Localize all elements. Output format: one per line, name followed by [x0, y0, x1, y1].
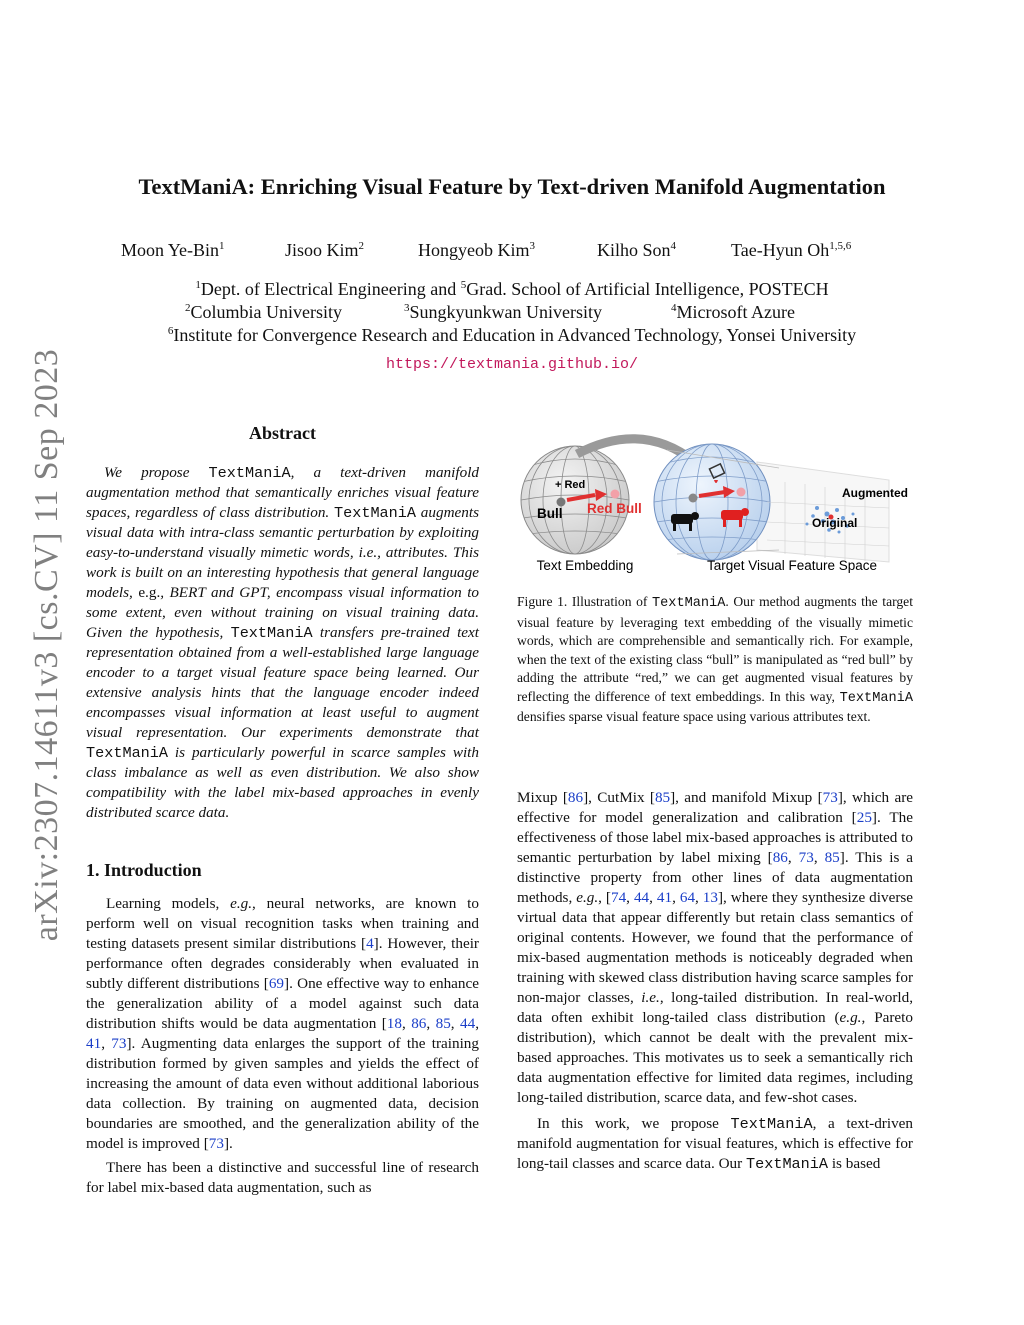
- method-name: TextManiA: [86, 744, 169, 762]
- method-name: TextManiA: [651, 596, 726, 611]
- citation-link[interactable]: 73: [822, 789, 838, 806]
- label-plus-red: + Red: [555, 479, 586, 491]
- affiliation-line-2: [0, 302, 1024, 324]
- visual-feature-sphere: [654, 444, 889, 562]
- citation-link[interactable]: 85: [435, 1015, 451, 1032]
- citation-link[interactable]: 41: [656, 889, 673, 906]
- label-target-visual-feature-space: Target Visual Feature Space: [706, 558, 878, 573]
- citation-link[interactable]: 73: [208, 1135, 224, 1152]
- paragraph: Learning models, e.g., neural networks, are known to perform well on visual recognition tasks when training and testing datasets present similar distributions [4]. However, their performance often degrades considerably when evaluated in subtly different distributions [69]. One effective way to enhance the generalization ability of a model against such data distribution shifts would be data augmentation [18, 86, 85, 44, 41, 73]. Augmenting data enlarges the support of the training distribution formed by given samples and yields the effect of increasing the amount of data even without additional laborious data collection. By training on augmented data, decision boundaries are smoothed, and the generalization ability of the model is improved [73].: [86, 895, 480, 1152]
- citation-link[interactable]: 86: [772, 849, 788, 866]
- citation-link[interactable]: 85: [654, 789, 671, 806]
- citation-link[interactable]: 64: [679, 889, 696, 906]
- project-url[interactable]: https://textmania.github.io/: [385, 356, 639, 373]
- citation-link[interactable]: 41: [86, 1035, 102, 1052]
- intro-body: [86, 894, 479, 1198]
- citation-link[interactable]: 74: [610, 889, 627, 906]
- citation-link[interactable]: 86: [567, 789, 584, 806]
- citation-link[interactable]: 73: [111, 1035, 127, 1052]
- paper-title: TextManiA: Enriching Visual Feature by Text-driven Manifold Augmentation: [138, 174, 886, 199]
- citation-link[interactable]: 25: [856, 809, 872, 826]
- citation-link[interactable]: 73: [798, 849, 814, 866]
- method-name: TextManiA: [839, 690, 913, 706]
- citation-link[interactable]: 13: [702, 889, 718, 906]
- method-name: TextManiA: [745, 1155, 829, 1173]
- label-text-embedding: Text Embedding: [536, 558, 634, 573]
- method-name: TextManiA: [208, 464, 291, 482]
- citation-link[interactable]: 86: [411, 1015, 427, 1032]
- label-augmented: Augmented: [842, 486, 908, 500]
- citation-link[interactable]: 44: [460, 1015, 476, 1032]
- author: Tae-Hyun Oh$^{1,5,6}$: [731, 240, 852, 260]
- paragraph: In this work, we propose TextManiA, a text-driven manifold augmentation for visual features, which is effective for long-tail classes and scarce data. Our TextManiA is based: [517, 1115, 914, 1173]
- abstract-heading: Abstract: [249, 423, 316, 443]
- affiliation-line-3: $^6$Institute for Convergence Research and Education in Advanced Technology, Yonsei University: [167, 325, 857, 345]
- arxiv-id: arXiv:2307.14611v3 [cs.CV] 11 Sep 2023: [28, 348, 65, 942]
- citation-link[interactable]: 85: [824, 849, 840, 866]
- figure-illustration: [517, 422, 913, 582]
- paragraph: There has been a distinctive and successful line of research for label mix-based data augmentation, such as: [86, 1159, 479, 1196]
- citation-link[interactable]: 69: [268, 975, 285, 992]
- author: Moon Ye-Bin$^1$: [121, 240, 225, 260]
- figure-1: [517, 422, 913, 582]
- affiliation: $^3$Sungkyunkwan University: [404, 302, 602, 322]
- citation-link[interactable]: 18: [386, 1015, 402, 1032]
- label-original: Original: [812, 516, 858, 530]
- author: Kilho Son$^4$: [597, 240, 677, 260]
- method-name: TextManiA: [333, 504, 417, 522]
- paragraph: Mixup [86], CutMix [85], and manifold Mixup [73], which are effective for model generalization and calibration [25]. The effectiveness of those label mix-based approaches is attributed to semantic perturbation by label mixing [86, 73, 85]. This is a distinctive property from other lines of data augmentation methods, e.g., [74, 44, 41, 64, 13], where they synthesize diverse virtual data that appear differently but retain class semantics of original contents. However, we found that the performance of mix-based augmentation methods is noticeably degraded when training with skewed class distribution having scarce samples for non-major classes, i.e., long-tailed distribution. In real-world, data often exhibit long-tailed class distribution (e.g., Pareto distribution), which cannot be dealt with the prevalent mix-based approaches. This motivates us to seek a semantically rich data augmentation effective for limited data regimes, including long-tailed distribution, scarce data, and few-shot cases.: [517, 789, 914, 1106]
- citation-link[interactable]: 44: [633, 889, 650, 906]
- right-column-body: [517, 788, 913, 1174]
- author: Hongyeob Kim$^3$: [418, 240, 535, 260]
- affiliation: $^4$Microsoft Azure: [671, 302, 795, 322]
- label-bull: Bull: [537, 506, 563, 521]
- abstract-text: We propose TextManiA, a text-driven manifold augmentation method that semantically enriches visual feature spaces, regardless of class distribution. TextManiA augments visual data with intra-class semantic perturbation by exploiting easy-to-understand visually mimetic words, i.e., attributes. This work is built on an interesting hypothesis that general language models, e.g., BERT and GPT, encompass visual information to some extent, even without training on visual training data. Given the hypothesis, TextManiA transfers pre-trained text representation obtained from a well-established large language encoder to a target visual feature space being learned. Our extensive analysis hints that the language encoder indeed encompasses visual information at least useful to augment visual representation. Our experiments demonstrate that TextManiA is particularly powerful in scarce samples with class imbalance as well as even distribution. We also show compatibility with the label mix-based approaches in evenly distributed scarce data.: [86, 464, 480, 821]
- affiliation-line-1: $^1$Dept. of Electrical Engineering and $^5$Grad. School of Artificial Intelligence, POSTECH: [195, 279, 829, 299]
- citation-link[interactable]: 4: [366, 935, 374, 952]
- text-embedding-sphere: [521, 446, 629, 554]
- method-name: TextManiA: [230, 624, 313, 642]
- figure-caption: Figure 1. Illustration of TextManiA. Our method augments the target visual feature by leveraging text embedding of the visually mimetic words, which are comprehensible and semantically rich. For example, when the text of the existing class “bull” is manipulated as “red bull” by adding the attribute “red,” we can get augmented visual features by reflecting the difference of text embeddings. In this way, TextManiA densifies sparse visual feature space using various attributes text.: [517, 594, 913, 724]
- author: Jisoo Kim$^2$: [285, 240, 365, 260]
- method-name: TextManiA: [730, 1115, 813, 1133]
- label-red-bull: Red Bull: [587, 501, 642, 516]
- section-heading-introduction: 1. Introduction: [86, 860, 202, 880]
- affiliation: $^2$Columbia University: [185, 302, 342, 322]
